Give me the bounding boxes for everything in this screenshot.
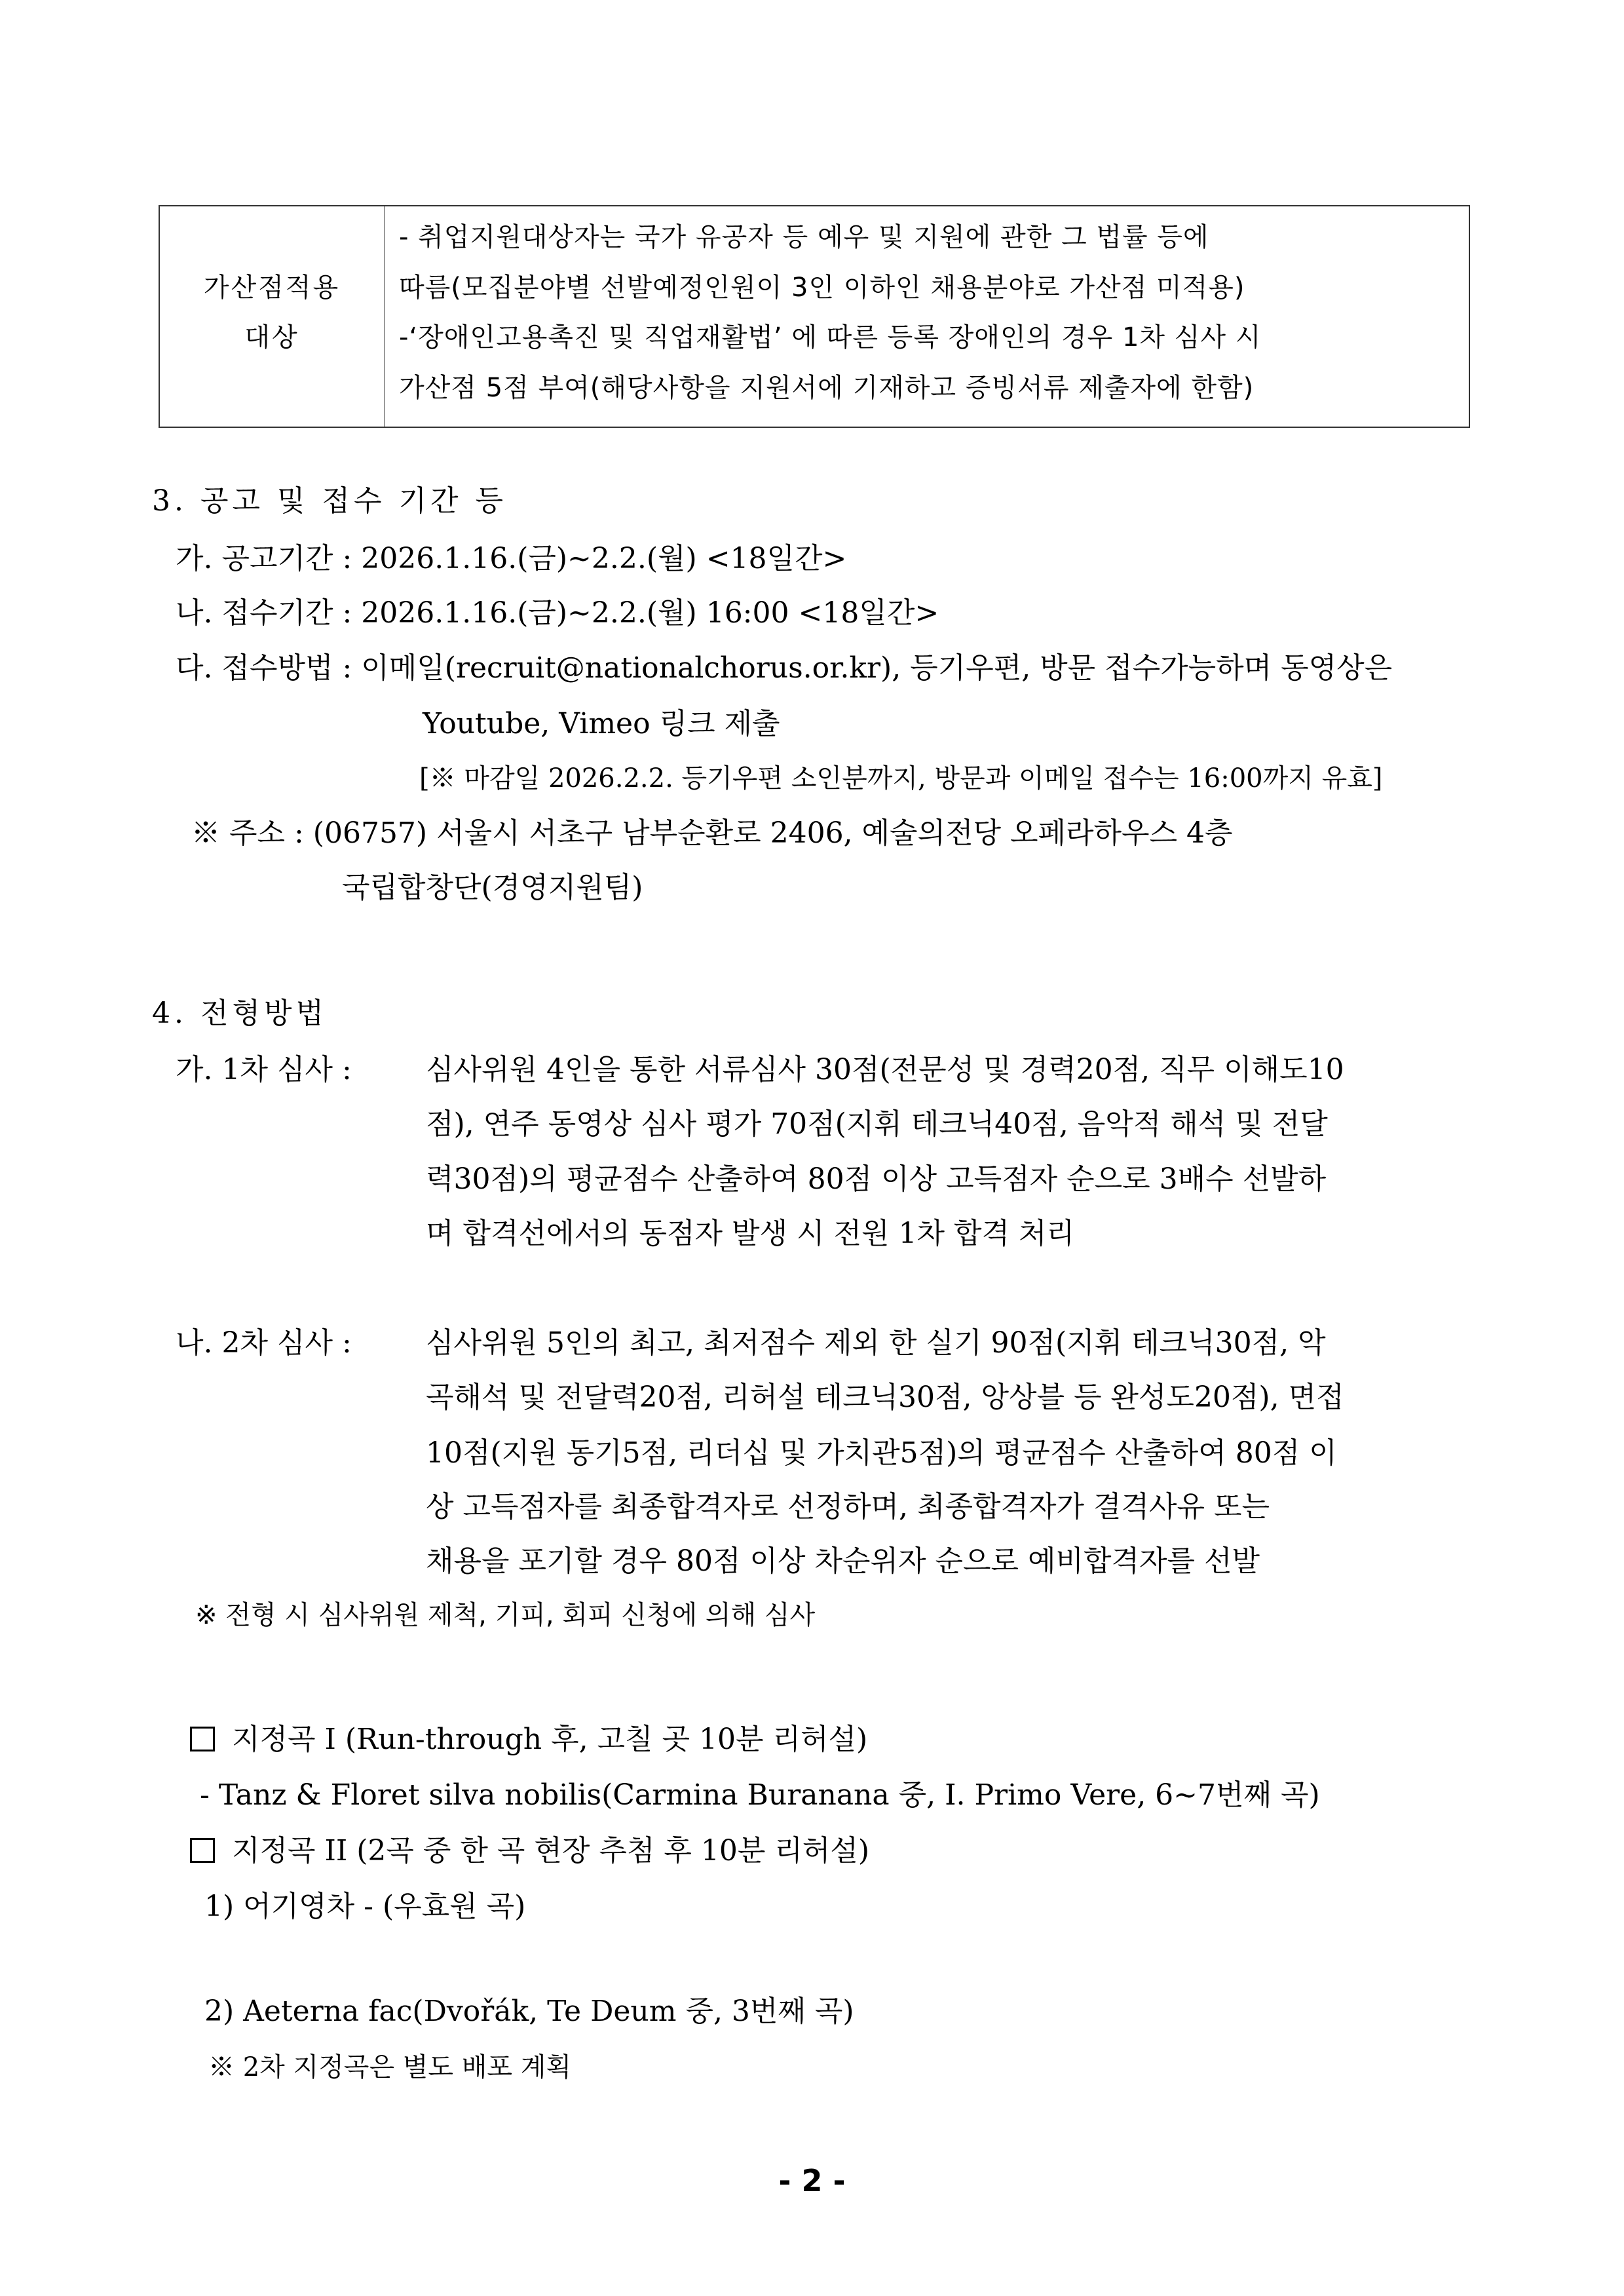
piece1-heading: [190, 1720, 867, 1759]
checkbox-square-icon: [190, 1838, 215, 1863]
table-label-line: 가산점적용: [203, 273, 341, 303]
table-content-line: 가산점 5점 부여(해당사항을 지원서에 기재하고 증빙서류 제출자에 한함): [399, 373, 1255, 403]
second-review-line: 상 고득점자를 최종합격자로 선정하며, 최종합격자가 결격사유 또는: [426, 1490, 1270, 1523]
first-review-line: 점), 연주 동영상 심사 평가 70점(지휘 테크닉40점, 음악적 해석 및 전달: [426, 1107, 1328, 1141]
receipt-period: 나. 접수기간 : 2026.1.16.(금)~2.2.(월) 16:00 <18일간>: [176, 596, 939, 630]
first-review-line: 심사위원 4인을 통한 서류심사 30점(전문성 및 경력20점, 직무 이해도10: [426, 1053, 1344, 1086]
table-label-cell: [160, 206, 384, 427]
piece2-heading: [190, 1831, 869, 1871]
piece2-note: ※ 2차 지정곡은 별도 배포 계획: [208, 2052, 572, 2082]
second-review-line: 10점(지원 동기5점, 리더십 및 가치관5점)의 평균점수 산출하여 80점 이: [426, 1436, 1337, 1470]
first-review-label: 가. 1차 심사 :: [176, 1053, 352, 1086]
review-note: ※ 전형 시 심사위원 제척, 기피, 회피 신청에 의해 심사: [195, 1600, 816, 1630]
page-number: - 2 -: [778, 2163, 846, 2198]
piece2-title: 지정곡 II (2곡 중 한 곡 현장 추첨 후 10분 리허설): [232, 1834, 870, 1867]
piece2-option: 2) Aeterna fac(Dvořák, Te Deum 중, 3번째 곡): [204, 1995, 854, 2028]
piece1-title: 지정곡 I (Run-through 후, 고칠 곳 10분 리허설): [232, 1723, 868, 1756]
receipt-method-continued: Youtube, Vimeo 링크 제출: [423, 707, 780, 740]
table-label-line: 대상: [244, 322, 299, 353]
section3-heading: 3. 공고 및 접수 기간 등: [152, 484, 507, 518]
piece2-option: 1) 어기영차 - (우효원 곡): [204, 1890, 526, 1923]
second-review-line: 채용을 포기할 경우 80점 이상 차순위자 순으로 예비합격자를 선발: [426, 1544, 1260, 1578]
section4-heading: 4. 전형방법: [152, 997, 328, 1030]
table-content-line: - 취업지원대상자는 국가 유공자 등 예우 및 지원에 관한 그 법률 등에: [399, 222, 1209, 252]
first-review-line: 며 합격선에서의 동점자 발생 시 전원 1차 합격 처리: [426, 1217, 1074, 1250]
second-review-line: 곡해석 및 전달력20점, 리허설 테크닉30점, 앙상블 등 완성도20점), 면접: [426, 1381, 1344, 1414]
table-content-line: -‘장애인고용촉진 및 직업재활법’ 에 따른 등록 장애인의 경우 1차 심사 시: [399, 322, 1262, 353]
first-review-line: 력30점)의 평균점수 산출하여 80점 이상 고득점자 순으로 3배수 선발하: [426, 1162, 1327, 1196]
table-content-line: 따름(모집분야별 선발예정인원이 3인 이하인 채용분야로 가산점 미적용): [399, 273, 1245, 303]
second-review-label: 나. 2차 심사 :: [176, 1326, 352, 1360]
piece1-detail: - Tanz & Floret silva nobilis(Carmina Buranana 중, I. Primo Vere, 6~7번째 곡): [200, 1778, 1320, 1812]
table-divider: [384, 206, 385, 427]
address-line-continued: 국립합창단(경영지원팀): [342, 871, 643, 904]
checkbox-square-icon: [190, 1727, 215, 1751]
announcement-period: 가. 공고기간 : 2026.1.16.(금)~2.2.(월) <18일간>: [176, 542, 847, 575]
second-review-line: 심사위원 5인의 최고, 최저점수 제외 한 실기 90점(지휘 테크닉30점, 악: [426, 1326, 1326, 1360]
deadline-note: [※ 마감일 2026.2.2. 등기우편 소인분까지, 방문과 이메일 접수는 16:00까지 유효]: [419, 763, 1383, 794]
bonus-points-table: [159, 205, 1470, 428]
address-line: ※ 주소 : (06757) 서울시 서초구 남부순환로 2406, 예술의전당 오페라하우스 4층: [191, 816, 1233, 850]
receipt-method: 다. 접수방법 : 이메일(recruit@nationalchorus.or.kr), 등기우편, 방문 접수가능하며 동영상은: [176, 651, 1393, 685]
